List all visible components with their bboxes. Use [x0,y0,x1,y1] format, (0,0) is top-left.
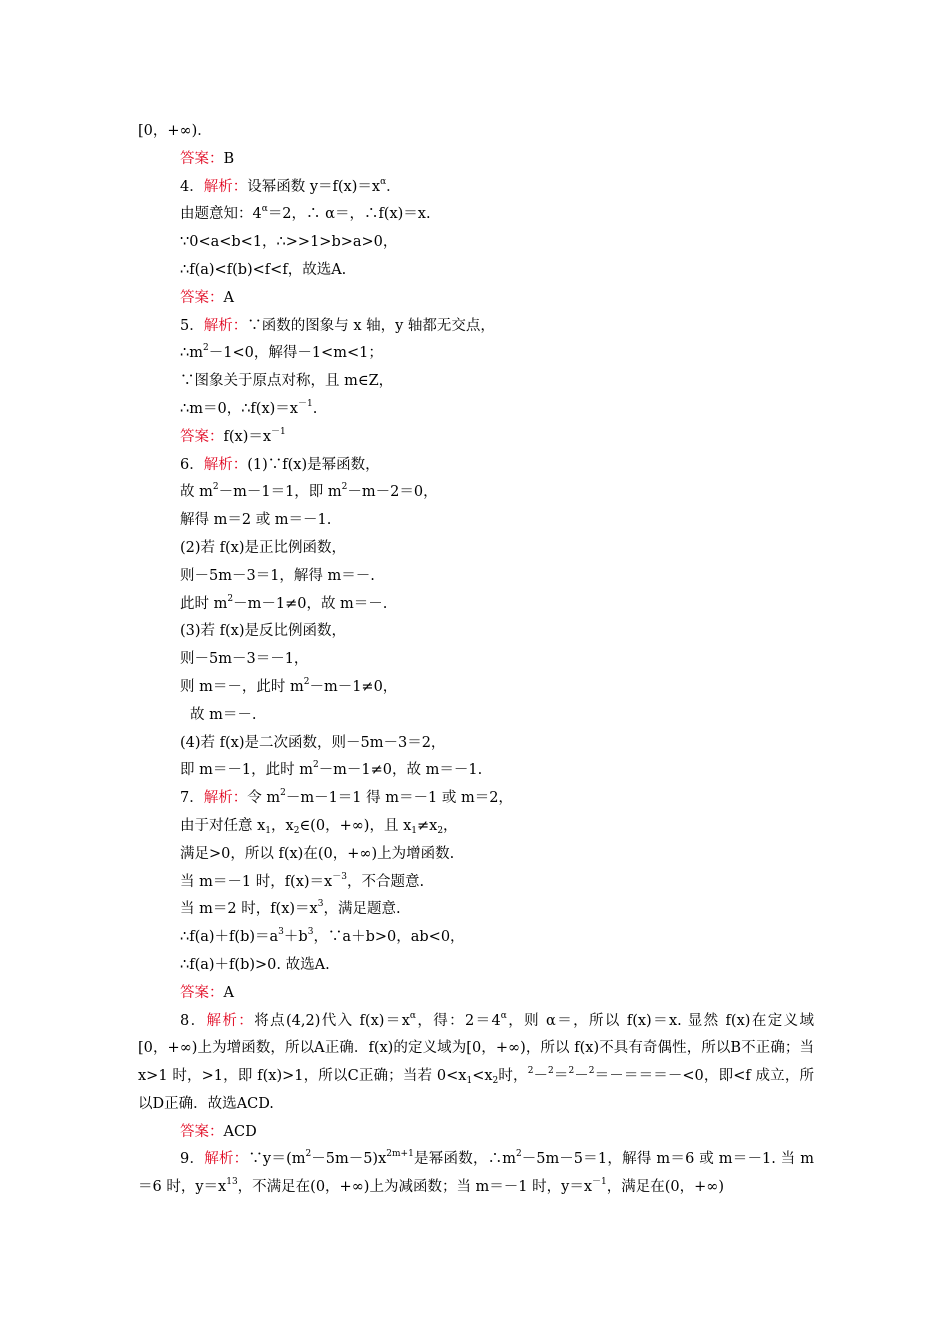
text-line: 满足>0，所以 f(x)在(0，+∞)上为增函数. [180,845,455,862]
text-line: ∴f(a)<f(b)<f<f，故选A. [180,261,347,278]
answer-label: 答案： [180,428,224,445]
analysis-label: 解析： [203,790,248,807]
problem-8-paragraph: 8．解析：将点(4,2)代入 $f(x)=x^\alpha$，得：$2=4^\alpha$，则 α＝，所以 f(x)＝x. 显然 f(x)在定义域[0，+∞)上为增函数，所以A正确．f(x)的定义域为[0，+∞)，所以 f(x)不具有奇偶性，所以B不正确；当 x>1 时，>1，即 f(x)>1，所以C正确；当若 $0<x_1<x_2$时，$^2$－$^2$＝$^2$－$^2$＝－＝＝＝－<0，即<f 成立，所以D正确．故选ACD. [138,1010,814,1112]
text-line: 则－5m－3＝1，解得 m＝－. [180,567,375,584]
answer-line: 答案：A [180,984,234,1001]
answer-label: 答案： [180,984,224,1001]
analysis-label: 解析： [206,1012,255,1029]
answer-label: 答案： [180,1123,224,1140]
answer-label: 答案： [180,150,224,167]
text-line: [0，+∞)． [138,123,212,139]
text-line: ∴m＝0，$\therefore f(x)=x^{-1}$. [180,398,318,417]
text-line: ∴f(a)＋f(b)>0. 故选A. [180,956,330,973]
text-line: 故 m＝－. [190,706,257,723]
answer-line: 答案：A [180,289,234,306]
analysis-label: 解析： [203,456,248,473]
answer-label: 答案： [180,289,224,306]
problem-5-line: 5．解析：∵函数的图象与 x 轴，y 轴都无交点， [180,317,495,334]
text-line: 当 m＝2 时，$f(x)=x^3$，满足题意. [180,899,401,918]
answer-line: 答案：ACD [180,1123,257,1140]
answer-line: 答案：$f(x)=x^{-1}$ [180,426,286,445]
text-line: 故 $m^2-m-1=1$，即 $m^2-m-2=0$， [180,482,438,501]
analysis-label: 解析： [203,317,248,334]
text-line: $\therefore f(a)+f(b)=a^3+b^3$，∵a＋b>0，ab<0， [180,927,465,946]
analysis-label: 解析： [203,178,248,195]
text-line: 此时 $m^2-m-1\ne 0$，故 m＝－. [180,593,388,612]
text-line: ∵0<a<b<1，∴>>1>b>a>0， [180,234,398,251]
text-line: 当 m＝－1 时，$f(x)=x^{-3}$，不合题意. [180,871,425,890]
text-line: 解得 m＝2 或 m＝－1. [180,512,332,529]
answer-line: 答案：B [180,150,235,167]
solution-text [138,118,814,1202]
text-line: (4)若 f(x)是二次函数，则－5m－3＝2， [180,734,446,751]
problem-6-line: 6．解析：(1)∵f(x)是幂函数， [180,456,380,473]
text-line: (2)若 f(x)是正比例函数， [180,539,347,556]
text-line: 则 m＝－，此时 $m^2-m-1\ne 0$， [180,676,398,695]
text-line: 由于对任意 $x_1$，$x_2\in(0$，+∞)，且 $x_1\ne x_2$， [180,817,458,836]
text-line: 由题意知：$4^\alpha=2$，∴ α＝，∴f(x)＝x. [180,204,431,223]
problem-9-paragraph: 9．解析：$\because y=(m^2-5m-5)x^{2m+1}$是幂函数，$\therefore m^2-5m-5=1$，解得 m＝6 或 m＝－1. 当 m＝6 时，$y=x^{13}$，不满足在(0，+∞)上为减函数；当 m＝－1 时，$y=x^{-1}$，满足在(0，+∞) [138,1149,815,1196]
analysis-label: 解析： [204,1151,249,1168]
text-line: 即 m＝－1，此时 $m^2-m-1\ne 0$，故 m＝－1. [180,760,483,779]
problem-7-line: 7．解析：令 $m^2-m-1=1$ 得 m＝－1 或 m＝2， [180,788,513,807]
text-line: 则－5m－3＝－1， [180,651,309,668]
problem-4-line: 4．解析：设幂函数 $y=f(x)=x^\alpha$． [180,176,401,195]
text-line: ∵图象关于原点对称，且 m∈Z， [180,373,394,390]
text-line: $\therefore m^2-1<0$，解得－1<m<1； [180,343,383,362]
text-line: (3)若 f(x)是反比例函数， [180,623,347,640]
